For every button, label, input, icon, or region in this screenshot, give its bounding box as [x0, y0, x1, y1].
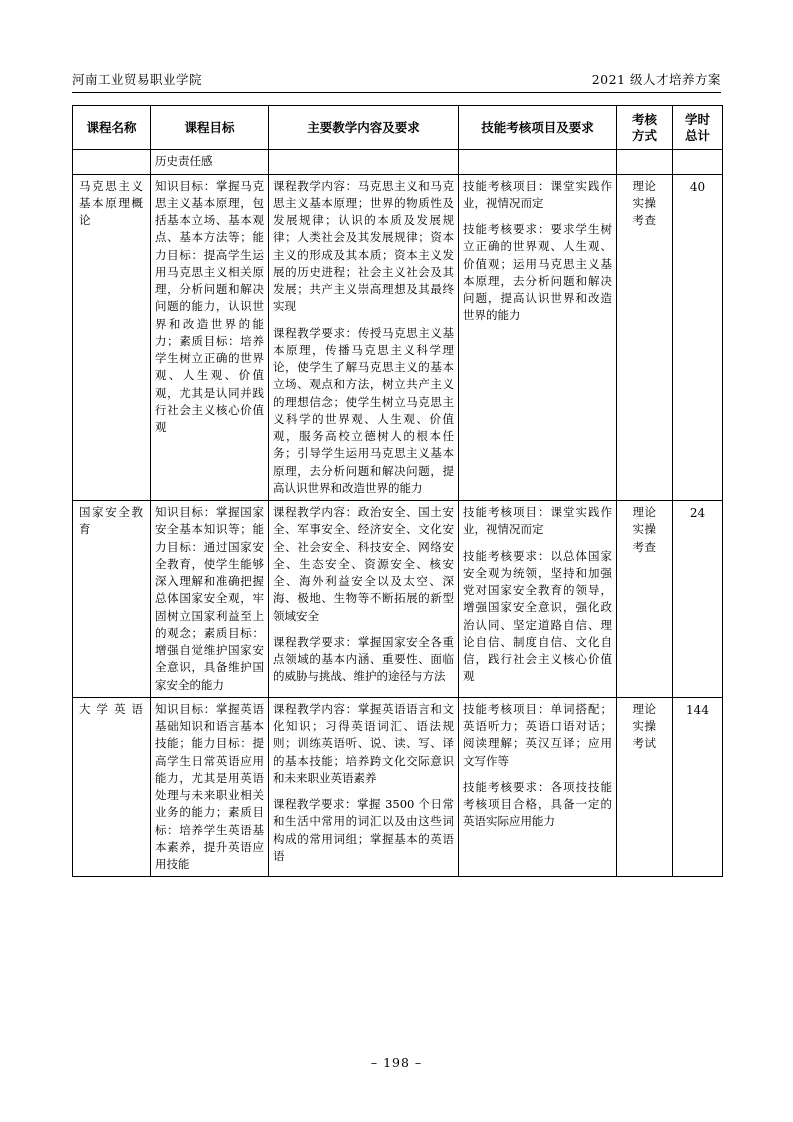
- cell-teaching-content: [269, 501, 459, 698]
- cell-course-goal: 知识目标：掌握英语基础知识和语言基本技能；能力目标：提高学生日常英语应用能力，尤其是用英语处理与未来职业相关业务的能力；素质目标：培养学生英语基本素养，提升英语应用技能: [151, 697, 269, 877]
- cell-course-name: [73, 150, 151, 174]
- table-header-row: [73, 106, 723, 150]
- assessment-method-line-1: 考核: [631, 112, 657, 127]
- assessment-method-line-1: 理论: [632, 505, 657, 519]
- column-header-skill-assessment: 技能考核项目及要求: [459, 106, 617, 150]
- column-header-assessment-method: [617, 106, 673, 150]
- skill-requirement-paragraph: [463, 779, 612, 831]
- skill-requirement-paragraph: 技能考核要求：要求学生树立正确的世界观、人生观、价值观；运用马克思主义基本原理，去分析问题和解决问题，提高认识世界和改造世界的能力: [463, 222, 612, 323]
- skill-item-paragraph: 技能考核项目：课堂实践作业，视情况而定: [463, 505, 612, 537]
- table-row: [73, 174, 723, 501]
- cell-skill-assessment: [459, 174, 617, 501]
- column-header-teaching-content: 主要教学内容及要求: [269, 106, 459, 150]
- page-number: – 198 –: [370, 1055, 423, 1070]
- cell-course-name: [73, 174, 151, 501]
- total-hours-line-2: 总计: [684, 127, 710, 143]
- cell-total-hours: 40: [673, 174, 723, 501]
- skill-item-paragraph: 技能考核项目：课堂实践作业，视情况而定: [463, 178, 612, 210]
- cell-course-goal: 历史责任感: [151, 150, 269, 174]
- cell-teaching-content: [269, 174, 459, 501]
- header-institution: 河南工业贸易职业学院: [72, 72, 203, 87]
- cell-skill-assessment: [459, 150, 617, 174]
- cell-skill-assessment: [459, 697, 617, 877]
- skill-requirement-rest: 技能考核项目合格，具备一定的英语实际应用能力: [463, 779, 612, 829]
- course-table: [72, 105, 723, 877]
- assessment-method-line-2: 方式: [631, 127, 657, 143]
- teaching-content-paragraph: 课程教学内容：掌握英语语言和文化知识；习得英语词汇、语法规则；训练英语听、说、读、写、译的基本技能；培养跨文化交际意识和未来职业英语素养: [273, 701, 454, 785]
- cell-course-goal: 知识目标：掌握马克思主义基本原理，包括基本立场、基本观点、基本方法等；能力目标：提高学生运用马克思主义相关原理，分析问题和解决问题的能力，认识世界和改造世界的能力；素质目标：培养学生树立正确的世界观、人生观、价值观，尤其是认同并践行社会主义核心价值观: [151, 174, 269, 501]
- table-row: [73, 150, 723, 174]
- assessment-method-line-3: 考查: [632, 213, 657, 227]
- teaching-content-paragraph: 课程教学内容：政治安全、国土安全、军事安全、经济安全、文化安全、社会安全、科技安全、网络安全、生态安全、资源安全、核安全、海外利益安全以及太空、深海、极地、生物等不断拓展的新型领域安全: [273, 505, 454, 623]
- cell-assessment-method: [617, 697, 673, 877]
- skill-requirement-prefix: 技能考核要求：各项技: [463, 779, 588, 794]
- skill-requirement-paragraph: 技能考核要求：以总体国家安全观为统领，坚持和加强党对国家安全教育的领导，增强国家安全意识，强化政治认同、坚定道路自信、理论自信、制度自信、文化自信，践行社会主义核心价值观: [463, 548, 612, 684]
- cell-course-name: [73, 501, 151, 698]
- table-row: [73, 697, 723, 877]
- teaching-requirement-paragraph: 课程教学要求：掌握国家安全各重点领域的基本内涵、重要性、面临的威胁与挑战、维护的途径与方法: [273, 634, 454, 684]
- teaching-content-paragraph: 课程教学内容：马克思主义和马克思主义基本原理；世界的物质性及发展规律；认识的本质及发展规律；人类社会及其发展规律；资本主义的形成及其本质；资本主义发展的历史进程；社会主义社会及其发展；共产主义崇高理想及其最终实现: [273, 178, 454, 314]
- cell-total-hours: 144: [673, 697, 723, 877]
- cell-assessment-method: [617, 174, 673, 501]
- page-footer: [0, 1055, 793, 1070]
- column-header-total-hours: [673, 106, 723, 150]
- cell-assessment-method: [617, 501, 673, 698]
- cell-assessment-method: [617, 150, 673, 174]
- page-header: [72, 70, 721, 93]
- column-header-course-goal: 课程目标: [151, 106, 269, 150]
- cell-course-goal: 知识目标：掌握国家安全基本知识等；能力目标：通过国家安全教育，使学生能够深入理解和准确把握总体国家安全观，牢固树立国家利益至上的观念；素质目标：增强自觉维护国家安全意识，具备维护国家安全的能力: [151, 501, 269, 698]
- assessment-method-line-3: 考试: [632, 736, 657, 751]
- header-document-title: 2021 级人才培养方案: [591, 72, 721, 87]
- column-header-course-name: 课程名称: [73, 106, 151, 150]
- assessment-method-line-3: 考查: [632, 539, 657, 554]
- skill-item-paragraph: 技能考核项目：单词搭配；英语听力；英语口语对话；阅读理解；英汉互译；应用文写作等: [463, 701, 612, 768]
- table-row: [73, 501, 723, 698]
- cell-teaching-content: [269, 697, 459, 877]
- course-name-text: 国家安全教育: [79, 505, 144, 537]
- cell-teaching-content: [269, 150, 459, 174]
- assessment-method-line-1: 理论: [632, 701, 657, 716]
- assessment-method-line-2: 实操: [632, 719, 657, 733]
- course-name-text: 大学英语: [79, 701, 144, 716]
- cell-total-hours: [673, 150, 723, 174]
- total-hours-line-1: 学时: [684, 112, 710, 127]
- cell-course-name: [73, 697, 151, 877]
- cell-total-hours: 24: [673, 501, 723, 698]
- assessment-method-line-2: 实操: [632, 522, 657, 537]
- teaching-requirement-paragraph: 课程教学要求：传授马克思主义基本原理，传播马克思主义科学理论，使学生了解马克思主义的基本立场、观点和方法，树立共产主义的理想信念；使学生树立马克思主义科学的世界观、人生观、价值观，服务高校立德树人的根本任务；引导学生运用马克思主义基本原理，去分析问题和解决问题，提高认识世界和改造世界的能力: [273, 325, 454, 495]
- cell-skill-assessment: [459, 501, 617, 698]
- assessment-method-line-2: 实操: [632, 195, 657, 210]
- course-name-text: 马克思主义基本原理概论: [79, 178, 144, 227]
- teaching-requirement-paragraph: 课程教学要求：掌握 3500 个日常和生活中常用的词汇以及由这些词构成的常用词组；掌握基本的英语语: [273, 797, 454, 863]
- assessment-method-line-1: 理论: [632, 178, 657, 193]
